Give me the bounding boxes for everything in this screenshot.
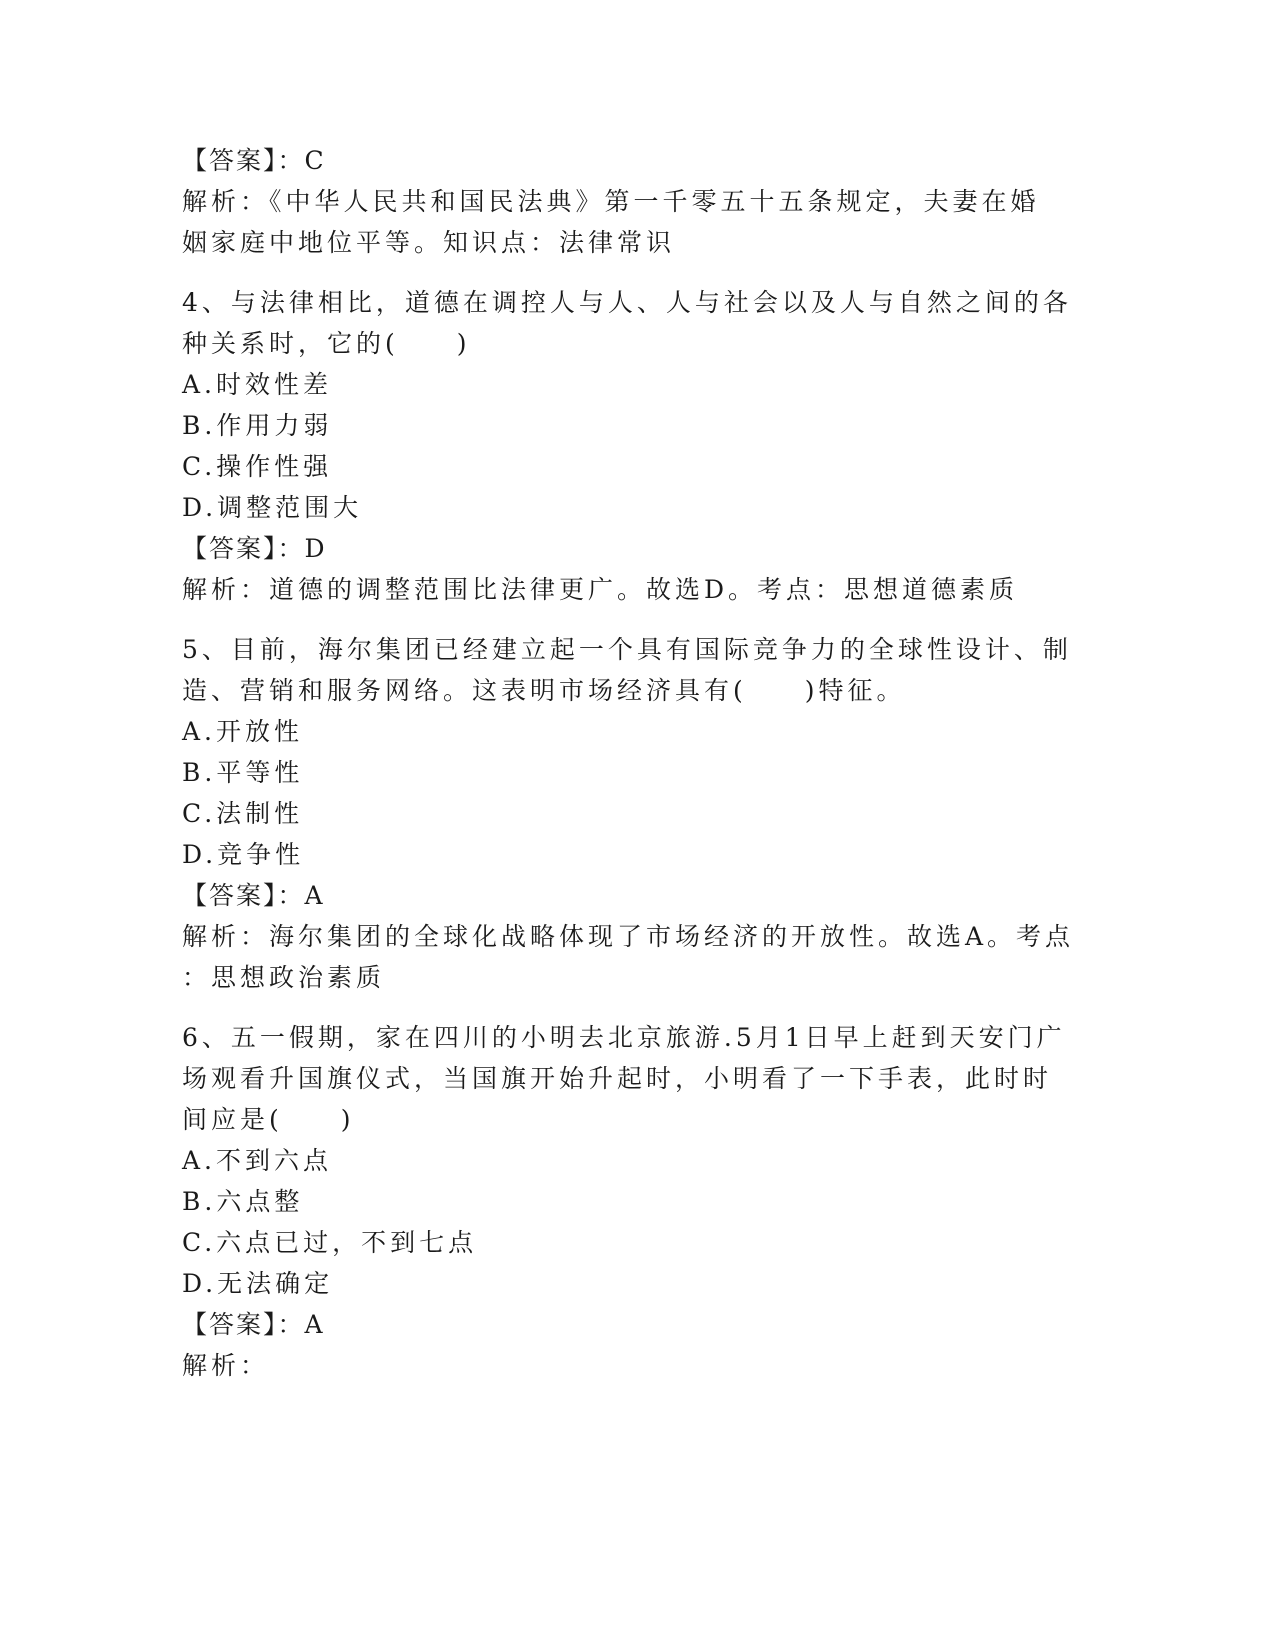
option-c: C.六点已过，不到七点: [182, 1228, 478, 1257]
question-stem-line: 5、目前，海尔集团已经建立起一个具有国际竞争力的全球性设计、制: [182, 635, 1072, 664]
option-d: D.调整范围大: [182, 493, 363, 522]
question-stem-line: 场观看升国旗仪式，当国旗开始升起时，小明看了一下手表，此时时: [182, 1064, 1053, 1093]
option-d: D.无法确定: [182, 1269, 334, 1298]
option-b: B.六点整: [182, 1187, 304, 1216]
explanation-line: 解析：道德的调整范围比法律更广。故选D。考点：思想道德素质: [182, 575, 1019, 604]
explanation-line: ：思想政治素质: [182, 963, 386, 992]
option-d: D.竞争性: [182, 840, 305, 869]
question-stem-line: 间应是( ): [182, 1105, 355, 1134]
option-c: C.法制性: [182, 799, 304, 828]
option-a: A.不到六点: [182, 1146, 333, 1175]
option-b: B.作用力弱: [182, 411, 333, 440]
answer-line: 【答案】：C: [182, 146, 326, 175]
answer-line: 【答案】：D: [182, 534, 327, 563]
answer-block-3: [182, 140, 1082, 263]
question-stem-line: 种关系时，它的( ): [182, 329, 471, 358]
question-4: [182, 282, 1082, 610]
question-stem-line: 造、营销和服务网络。这表明市场经济具有( )特征。: [182, 676, 906, 705]
option-b: B.平等性: [182, 758, 304, 787]
question-stem-line: 6、五一假期，家在四川的小明去北京旅游.5月1日早上赶到天安门广: [182, 1023, 1066, 1052]
explanation-line: 解析：海尔集团的全球化战略体现了市场经济的开放性。故选A。考点: [182, 922, 1075, 951]
question-5: [182, 629, 1082, 998]
document-page: [182, 140, 1082, 1386]
question-6: [182, 1017, 1082, 1386]
question-stem-line: 4、与法律相比，道德在调控人与人、人与社会以及人与自然之间的各: [182, 288, 1072, 317]
explanation-line: 解析：: [182, 1351, 270, 1380]
option-c: C.操作性强: [182, 452, 333, 481]
answer-line: 【答案】：A: [182, 1310, 325, 1339]
answer-line: 【答案】：A: [182, 881, 325, 910]
explanation-line: 解析：《中华人民共和国民法典》第一千零五十五条规定，夫妻在婚: [182, 187, 1040, 216]
option-a: A.时效性差: [182, 370, 333, 399]
option-a: A.开放性: [182, 717, 304, 746]
explanation-line: 姻家庭中地位平等。知识点：法律常识: [182, 228, 676, 257]
